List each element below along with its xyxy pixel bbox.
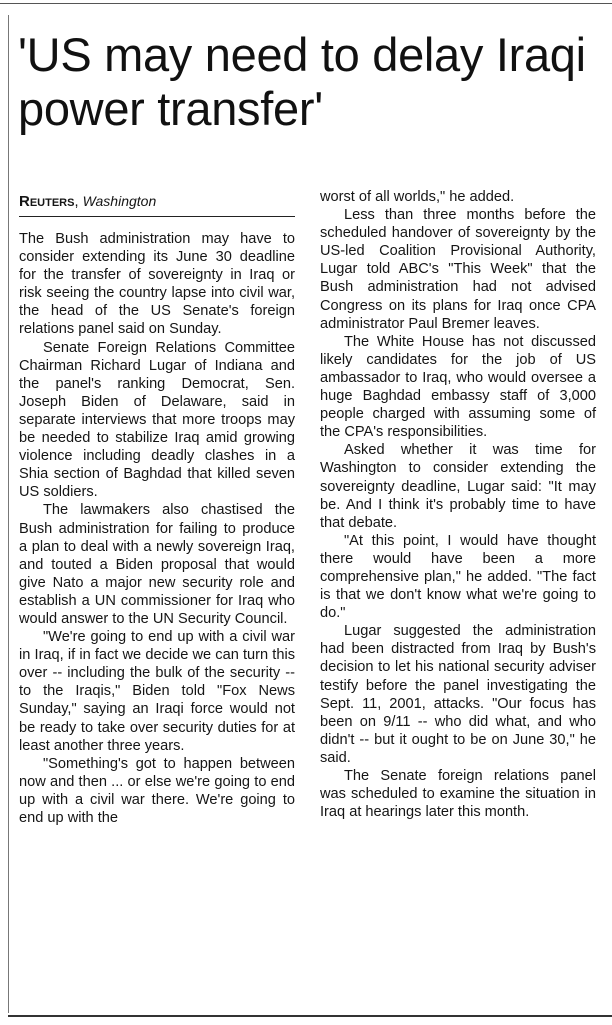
left-paragraph-3: The lawmakers also chastised the Bush administration for failing to produce a plan to deal with a newly sovereign Iraq, and touted a Biden proposal that would give Nato a major new security role and establish a UN commissioner for Iraq who would answer to the UN Security Council.	[19, 502, 295, 627]
byline	[19, 192, 295, 211]
byline-agency: Reuters	[19, 193, 75, 210]
bottom-rule	[8, 1015, 612, 1017]
left-border-rule	[8, 15, 9, 1013]
left-paragraph-2: Senate Foreign Relations Committee Chairman Richard Lugar of Indiana and the panel's ranking Democrat, Sen. Joseph Biden of Delaware, said in separate interviews that more troops may be needed to stabilize Iraq amid growing violence including deadly clashes in a Shia section of Baghdad that killed seven US soldiers.	[19, 339, 295, 501]
right-paragraph-5: "At this point, I would have thought there would have been a more comprehensive plan," he added. "The fact is that we don't know what we're going to do."	[320, 532, 596, 622]
right-paragraph-1: worst of all worlds," he added.	[320, 189, 515, 205]
headline: 'US may need to delay Iraqi power transfer'	[18, 28, 586, 135]
right-column	[320, 188, 596, 821]
left-paragraph-4: "We're going to end up with a civil war in Iraq, if in fact we decide we can turn this over -- including the bulk of the security -- to the Iraqis," Biden told "Fox News Sunday," saying an Iraqi force would not be ready to take over security duties for at least another three years.	[19, 629, 295, 754]
left-column	[19, 230, 295, 827]
right-paragraph-6: Lugar suggested the administration had been distracted from Iraq by Bush's decision to let his national security adviser testify before the panel investigating the Sept. 11, 2001, attacks. "Our focus has been on 9/11 -- who did what, and who didn't -- but it ought to be on June 30," he said.	[320, 623, 596, 766]
byline-separator: ,	[74, 194, 83, 210]
right-paragraph-2: Less than three months before the scheduled handover of sovereignty by the US-led Coalition Provisional Authority, Lugar told ABC's "This Week" that the Bush administration had not advised Congress on its plans for Iraq once CPA administrator Paul Bremer leaves.	[320, 207, 596, 332]
left-paragraph-1: The Bush administration may have to consider extending its June 30 deadline for the transfer of sovereignty in Iraq or risk seeing the country lapse into civil war, the head of the US Senate's foreign relations panel said on Sunday.	[19, 231, 295, 338]
byline-city: Washington	[82, 193, 157, 209]
byline-rule	[19, 216, 295, 217]
top-rule	[0, 3, 612, 4]
right-paragraph-4: Asked whether it was time for Washington to consider extending the sovereignty deadline, Lugar said: "It may be. And I think it's probably time to have that debate.	[320, 442, 596, 531]
right-paragraph-7: The Senate foreign relations panel was scheduled to examine the situation in Iraq at hearings later this month.	[320, 768, 596, 821]
right-paragraph-3: The White House has not discussed likely candidates for the job of US ambassador to Iraq, who would oversee a huge Baghdad embassy staff of 3,000 people charged with assuming some of the CPA's responsibilities.	[320, 333, 596, 441]
left-paragraph-5: "Something's got to happen between now and then ... or else we're going to end up with a civil war there. We're going to end up with the	[19, 755, 295, 826]
